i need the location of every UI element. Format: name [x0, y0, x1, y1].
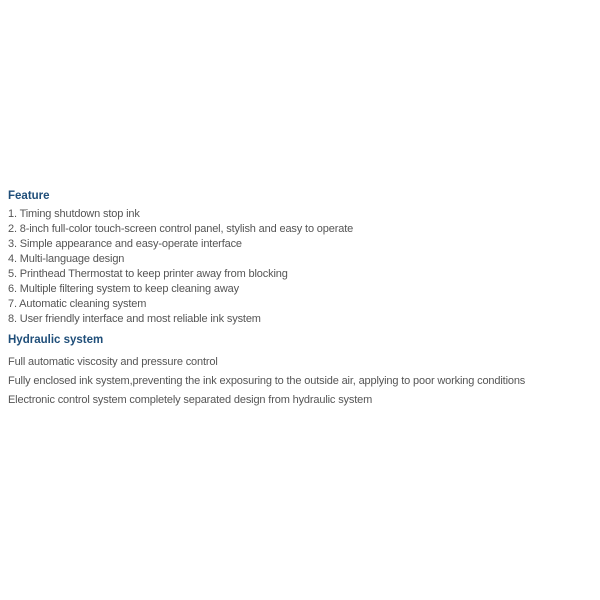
feature-item-2: 2. 8-inch full-color touch-screen control panel, stylish and easy to operate — [8, 223, 354, 235]
hydraulic-paragraphs — [8, 353, 594, 410]
feature-item-4: 4. Multi-language design — [8, 253, 125, 265]
hydraulic-paragraph-2: Fully enclosed ink system,preventing the ink exposuring to the outside air, applying to poor working conditions — [8, 375, 526, 387]
feature-item-5: 5. Printhead Thermostat to keep printer away from blocking — [8, 268, 288, 280]
feature-item-7: 7. Automatic cleaning system — [8, 298, 147, 310]
feature-item-3: 3. Simple appearance and easy-operate interface — [8, 238, 242, 250]
feature-item-6: 6. Multiple filtering system to keep cleaning away — [8, 283, 239, 295]
hydraulic-section-heading: Hydraulic system — [8, 334, 104, 346]
feature-list — [8, 207, 594, 327]
feature-section-heading: Feature — [8, 190, 50, 202]
document-body — [8, 189, 594, 410]
feature-item-1: 1. Timing shutdown stop ink — [8, 208, 140, 220]
feature-item-8: 8. User friendly interface and most reliable ink system — [8, 313, 261, 325]
hydraulic-paragraph-1: Full automatic viscosity and pressure control — [8, 356, 218, 368]
hydraulic-paragraph-3: Electronic control system completely separated design from hydraulic system — [8, 394, 373, 406]
